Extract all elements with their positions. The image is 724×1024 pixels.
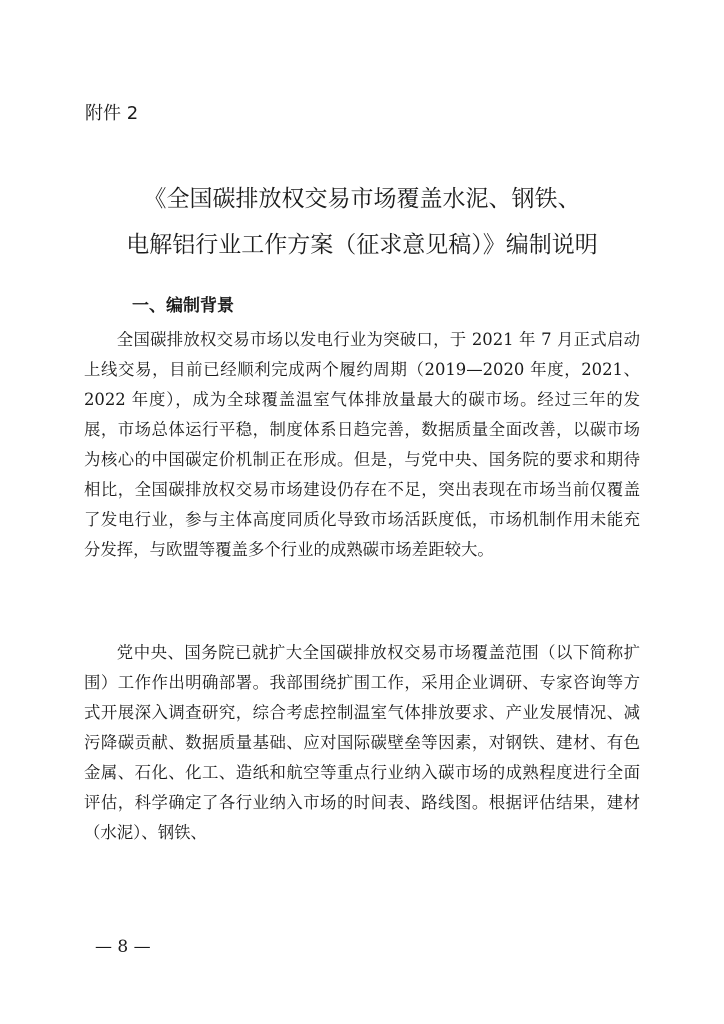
title-line-2: 电解铝行业工作方案（征求意见稿）》编制说明 (126, 232, 598, 258)
document-title (60, 176, 664, 268)
title-line-1: 《全国碳排放权交易市场覆盖水泥、钢铁、 (143, 186, 581, 212)
page-number: — 8 — (95, 937, 151, 957)
paragraph-background-1: 全国碳排放权交易市场以发电行业为突破口，于 2021 年 7 月正式启动上线交易，目前已经顺利完成两个履约周期（2019—2020 年度，2021、2022 年度），成为全球覆盖温室气体排放量最大的碳市场。经过三年的发展，市场总体运行平稳，制度体系日趋完善，数据质量全面改善，以碳市场为核心的中国碳定价机制正在形成。但是，与党中央、国务院的要求和期待相比，全国碳排放权交易市场建设仍存在不足，突出表现在市场当前仅覆盖了发电行业，参与主体高度同质化导致市场活跃度低，市场机制作用未能充分发挥，与欧盟等覆盖多个行业的成熟碳市场差距较大。 (84, 330, 640, 559)
section-heading: 一、编制背景 (132, 296, 234, 316)
attachment-label: 附件 2 (85, 103, 139, 124)
paragraph-background-2: 党中央、国务院已就扩大全国碳排放权交易市场覆盖范围（以下简称扩围）工作作出明确部署。我部围绕扩围工作，采用企业调研、专家咨询等方式开展深入调查研究，综合考虑控制温室气体排放要求、产业发展情况、减污降碳贡献、数据质量基础、应对国际碳壁垒等因素，对钢铁、建材、有色金属、石化、化工、造纸和航空等重点行业纳入碳市场的成熟程度进行全面评估，科学确定了各行业纳入市场的时间表、路线图。根据评估结果，建材（水泥）、钢铁、 (84, 643, 640, 842)
